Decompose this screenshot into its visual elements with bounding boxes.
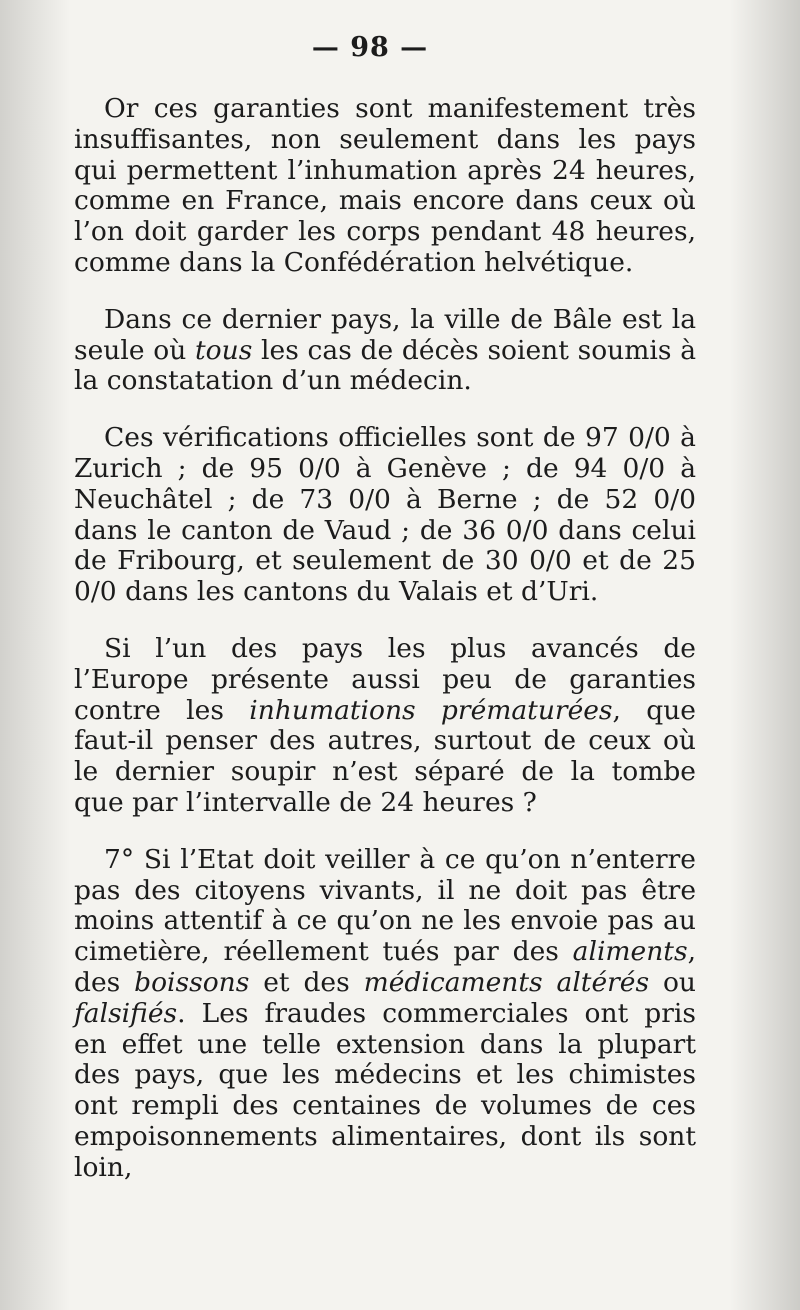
- text-run: ou: [649, 966, 696, 998]
- text-run: les cas de décès soient soumis à la constatation d’un médecin.: [74, 334, 696, 397]
- text-run: Ces vérifications officielles sont de 97 0/0 à Zurich ; de 95 0/0 à Genève ; de 94 0/0 à Neuchâtel ; de 73 0/0 à Berne ; de 52 0/0 dans le canton de Vaud ; de 36 0/0 dans celui de Fribourg, et seulement de 30 0/0 et de 25 0/0 dans les cantons du Valais et d’Uri.: [74, 422, 696, 608]
- paragraph: [74, 634, 696, 819]
- text-run: Dans ce dernier pays, la ville de Bâle est la seule où: [74, 303, 696, 366]
- text-run: , que faut-il penser des autres, surtout de ceux où le dernier soupir n’est séparé de la tombe que par l’intervalle de 24 heures ?: [74, 694, 696, 818]
- paragraph: [74, 845, 696, 1184]
- italic-text: médicaments altérés: [363, 966, 650, 998]
- italic-text: inhumations prématurées: [249, 694, 613, 726]
- text-run: et des: [249, 966, 364, 998]
- text-run: Or ces garanties sont manifestement très insuffisantes, non seulement dans les pays qui permettent l’inhumation après 24 heures, comme en France, mais encore dans ceux où l’on doit garder les corps pendant 48 heures, comme dans la Confédération helvétique.: [74, 93, 696, 278]
- text-run: . Les fraudes commerciales ont pris en effet une telle extension dans la plupart des pays, que les médecins et les chimistes ont rempli des centaines de volumes de ces empoisonnements alimentaires, dont ils sont loin,: [74, 997, 696, 1183]
- text-run: , des: [74, 936, 696, 998]
- scan-shadow-left: [0, 0, 70, 1310]
- paragraph: [74, 305, 696, 397]
- italic-text: aliments: [572, 936, 688, 968]
- body-text: [74, 94, 696, 1210]
- italic-text: falsifiés: [74, 997, 178, 1029]
- text-run: Si l’un des pays les plus avancés de l’Europe présente aussi peu de garanties contre les: [74, 632, 696, 726]
- text-run: 7° Si l’Etat doit veiller à ce qu’on n’enterre pas des citoyens vivants, il ne doit pas être moins attentif à ce qu’on ne les envoie pas au cimetière, réellement tués par des: [74, 843, 696, 968]
- page-number: — 98 —: [311, 32, 429, 63]
- paragraph: [74, 94, 696, 279]
- scan-shadow-right: [730, 0, 800, 1310]
- paragraph: [74, 423, 696, 608]
- italic-text: tous: [195, 334, 253, 366]
- italic-text: boissons: [134, 966, 250, 998]
